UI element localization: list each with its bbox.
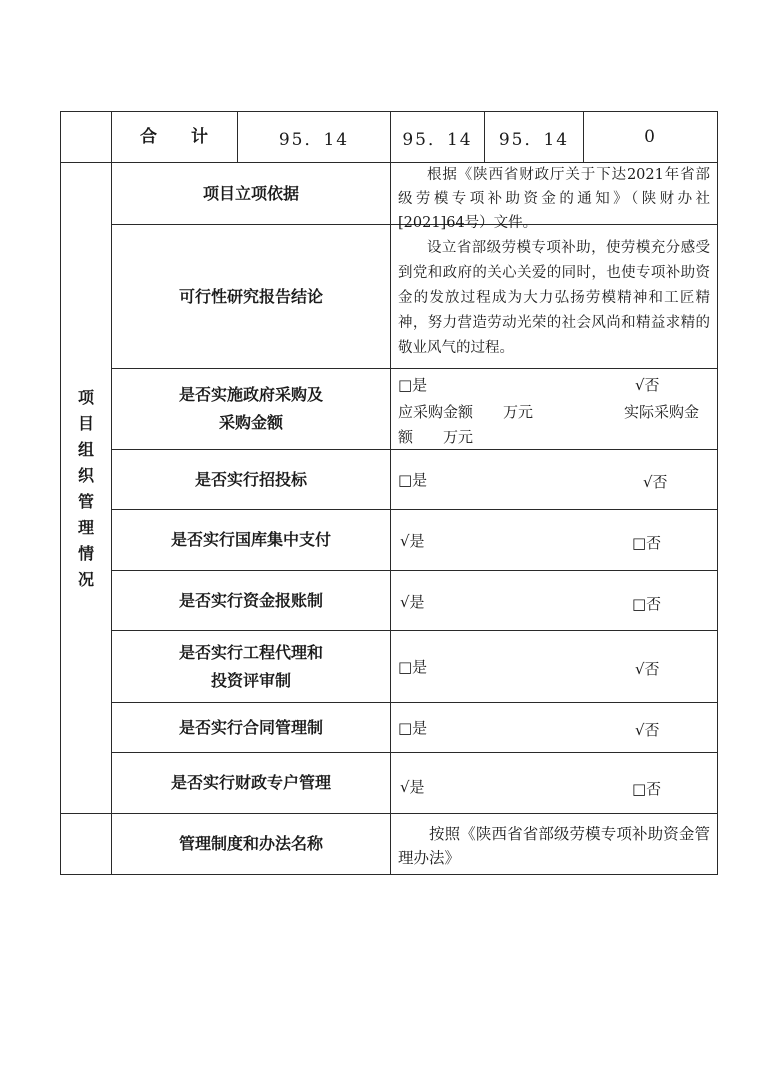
management-label: 管理制度和办法名称	[178, 834, 323, 853]
special-account-label: 是否实行财政专户管理	[170, 773, 331, 792]
bidding-no-checkbox[interactable]: √否	[643, 473, 668, 491]
treasury-payment-no-checkbox[interactable]: □否	[632, 534, 662, 552]
summary-value: 95．14	[402, 129, 473, 150]
contract-management-label: 是否实行合同管理制	[178, 717, 323, 737]
summary-value: 0	[644, 127, 657, 147]
bidding-yes-checkbox[interactable]: □是	[398, 471, 428, 489]
reimbursement-label: 是否实行资金报账制	[178, 590, 323, 610]
summary-value: 95．14	[498, 129, 570, 150]
section-label-char: 管	[77, 492, 94, 511]
engineering-agency-no-checkbox[interactable]: √否	[635, 660, 660, 678]
procurement-label	[112, 369, 390, 449]
engineering-agency-label	[112, 631, 390, 702]
engineering-agency-label-line: 是否实行工程代理和	[178, 642, 323, 662]
section-label-char: 组	[77, 440, 94, 459]
treasury-payment-yes-checkbox[interactable]: √是	[400, 532, 425, 550]
section-label-char: 目	[77, 414, 94, 433]
summary-label: 合 计	[140, 127, 208, 147]
summary-value-total: 95．14	[278, 129, 350, 150]
table-bottom-border	[60, 874, 718, 875]
procurement-label-line: 采购金额	[218, 413, 283, 432]
procurement-amount-planned: 应采购金额 万元	[398, 403, 534, 421]
management-text: 按照《陕西省省部级劳模专项补助资金管理办法》	[398, 825, 710, 867]
section-label-project-organization	[61, 385, 111, 593]
contract-management-no-checkbox[interactable]: √否	[635, 721, 660, 739]
treasury-payment-label: 是否实行国库集中支付	[170, 530, 331, 549]
reimbursement-no-checkbox[interactable]: □否	[632, 595, 662, 613]
section-label-char: 情	[77, 544, 94, 563]
procurement-amount-actual: 实际采购金	[624, 403, 700, 421]
procurement-amount-line2: 额 万元	[398, 428, 474, 446]
special-account-yes-checkbox[interactable]: √是	[400, 778, 425, 796]
section-label-char: 项	[77, 388, 94, 407]
contract-management-yes-checkbox[interactable]: □是	[398, 719, 428, 737]
grid-col-line	[390, 162, 391, 875]
section-label-char: 织	[77, 466, 94, 485]
reimbursement-yes-checkbox[interactable]: √是	[400, 593, 425, 611]
procurement-yes-checkbox[interactable]: □是	[398, 376, 428, 394]
procurement-label-line: 是否实施政府采购及	[178, 385, 323, 404]
basis-label: 项目立项依据	[202, 183, 299, 203]
bidding-label: 是否实行招投标	[194, 469, 307, 489]
table-right-border	[717, 111, 718, 875]
section-label-char: 理	[77, 518, 94, 537]
section-label-char: 况	[77, 570, 94, 589]
engineering-agency-yes-checkbox[interactable]: □是	[398, 658, 428, 676]
special-account-no-checkbox[interactable]: □否	[632, 780, 662, 798]
feasibility-text: 设立省部级劳模专项补助，使劳模充分感受到党和政府的关心关爱的同时，也使专项补助资金的发放过程成为大力弘扬劳模精神和工匠精神，努力营造劳动光荣的社会风尚和精益求精的敬业风气的过程。	[398, 240, 710, 356]
engineering-agency-label-line: 投资评审制	[210, 670, 291, 690]
feasibility-label: 可行性研究报告结论	[178, 286, 323, 306]
procurement-no-checkbox[interactable]: √否	[635, 376, 660, 394]
basis-text: 根据《陕西省财政厅关于下达2021年省部级劳模专项补助资金的通知》（陕财办社[2021]64号）文件。	[398, 167, 710, 231]
